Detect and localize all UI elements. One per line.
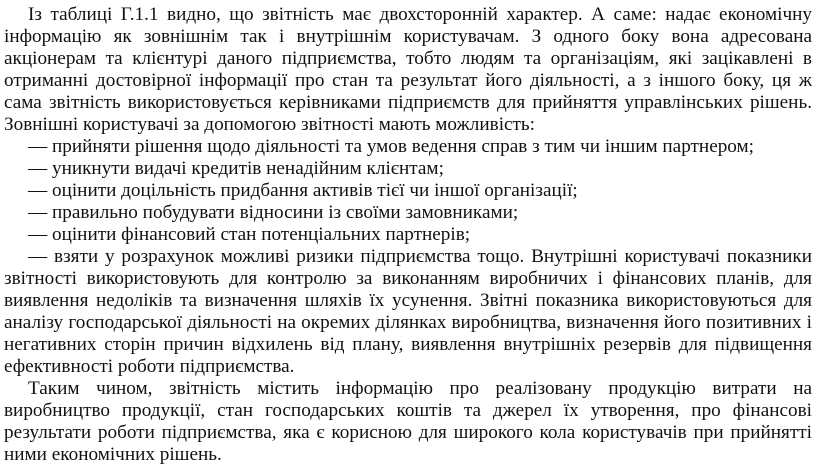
bullet-item: — оцінити фінансовий стан потенціальних партнерів; [28,224,471,245]
document-page [4,4,812,466]
last-bullet-text: — взяти у розрахунок можливі ризики підприємства тощо. Внутрішні користувачі показники звітності використовують для контролю за виконанням виробничих і фінансових планів, для виявлення недоліків та визначення шляхів їх усунення. Звітні показника використовуються для аналізу господарської діяльності на окремих ділянках виробництва, визначення його позитивних і негативних сторін причин відхилень від плану, виявлення внутрішніх резервів для підвищення ефективності роботи підприємства. [4,246,812,377]
conclusion-paragraph: Таким чином, звітність містить інформацію про реалізовану продукцію витрати на виробництво продукції, стан господарських коштів та джерел їх утворення, про фінансові результати роботи підприємства, яка є корисною для широкого кола користувачів при прийнятті ними економічних рішень. [4,378,812,465]
bullet-item: — правильно побудувати відносини із своїми замовниками; [28,202,519,223]
last-bullet-paragraph [4,246,812,378]
bullet-item: — прийняти рішення щодо діяльності та умов ведення справ з тим чи іншим партнером; [28,136,755,157]
bullet-item: — оцінити доцільність придбання активів тієї чи іншої організації; [28,180,578,201]
intro-paragraph: Із таблиці Г.1.1 видно, що звітність має двохсторонній характер. А саме: надає економічну інформацію як зовнішнім так і внутрішнім користувачам. З одного боку вона адресована акціонерам та клієнтурі даного підприємства, тобто людям та організаціям, які зацікавлені в отриманні достовірної інформації про стан та результат його діяльності, а з іншого боку, ця ж сама звітність використовується керівниками підприємств для прийняття управлінських рішень. Зовнішні користувачі за допомогою звітності мають можливість: [4,4,812,135]
bullet-item: — уникнути видачі кредитів ненадійним клієнтам; [28,158,444,179]
bullet-list [4,136,812,246]
